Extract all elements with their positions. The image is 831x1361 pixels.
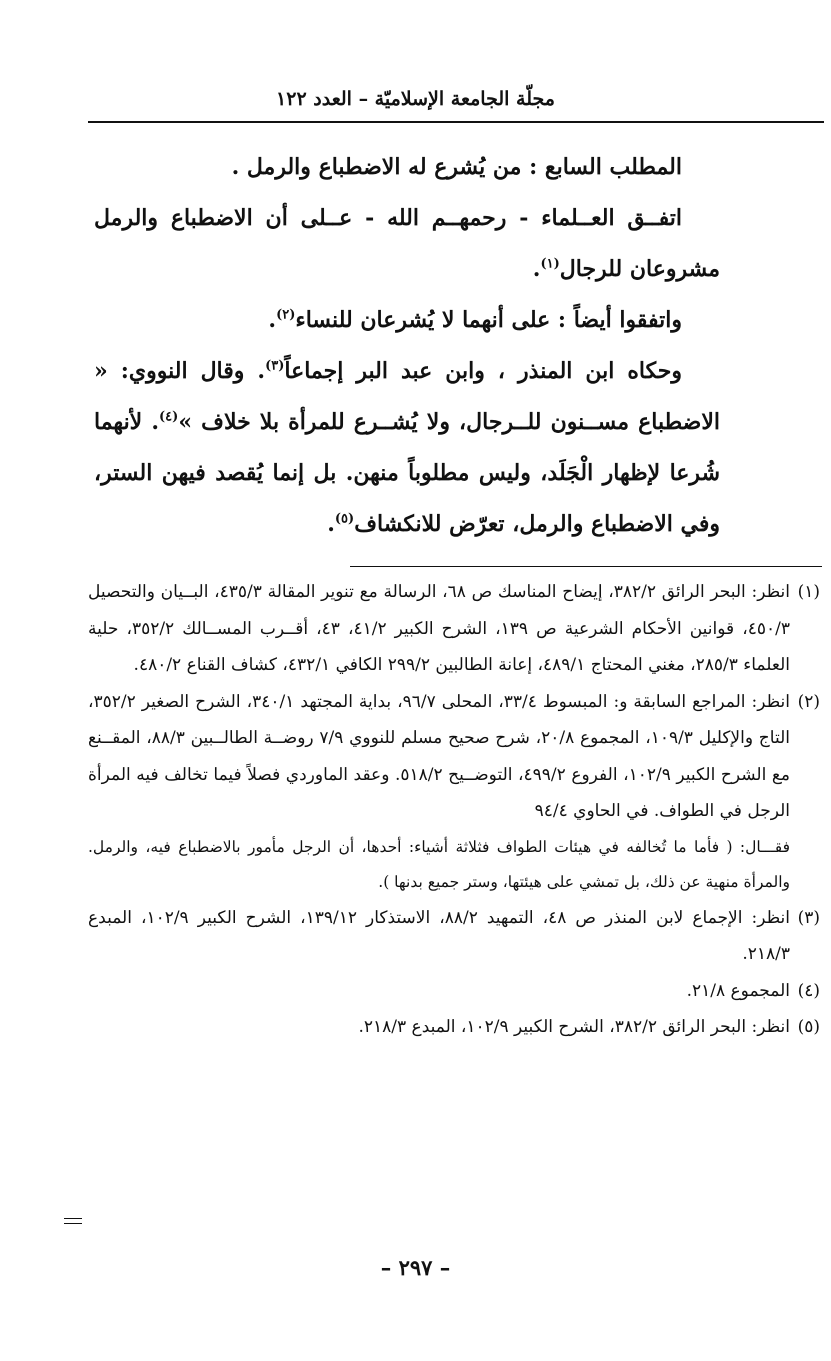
paragraph-3-text-c: . لأنهما شُرعا لإظهار الْجَلَد، وليس مطلوباً منهن. بل إنما يُقصد فيهن الستر، وفي الاضطباع والرمل، تعرّض للانكشاف (94, 409, 720, 537)
footnote-ref-5: (٥) (334, 511, 355, 527)
footnote-2-quote (88, 830, 820, 900)
paragraph-3 (94, 346, 720, 550)
page-number: – ٢٩٧ – (380, 1255, 451, 1280)
paragraph-2-end: . (268, 307, 277, 333)
footnote-number: (٣) (797, 907, 820, 928)
footnote-ref-2: (٢) (276, 307, 296, 323)
section-heading: المطلب السابع : من يُشرع له الاضطباع والرمل . (231, 154, 682, 180)
paragraph-1 (94, 193, 720, 295)
main-text (94, 142, 720, 550)
footnote-3 (88, 900, 820, 973)
margin-mark (64, 1218, 82, 1224)
footnotes (88, 574, 820, 1046)
footnote-5 (88, 1009, 820, 1046)
footnote-number: (١) (797, 582, 820, 602)
footnote-1 (88, 574, 820, 684)
footnote-number: (٥) (797, 1017, 820, 1037)
footnote-text: انظر: المراجع السابقة و: المبسوط ٣٣/٤، المحلى ٩٦/٧، بداية المجتهد ٣٤٠/١، الشرح الصغير ٣٥٢/٢، التاج والإكليل ١٠٩/٣، المجموع ٢٠/٨، شرح صحيح مسلم للنووي ٧/٩ روضــة الطالــبين ٨٨/٣، المقــنع مع الشرح الكبير ١٠٢/٩، الفروع ٤٩٩/٢، التوضــيح ٥١٨/٢. وعقد الماوردي فصلاً فيما تخالف فيه المرأة الرجل في الطواف. في الحاوي ٩٤/٤ (88, 691, 791, 821)
footnote-text: انظر: البحر الرائق ٣٨٢/٢، إيضاح المناسك ص ٦٨، الرسالة مع تنوير المقالة ٤٣٥/٣، البــيان والتحصيل ٤٥٠/٣، قوانين الأحكام الشرعية ص ١٣٩، الشرح الكبير ٤١/٢، ٤٣، أقــرب المســالك ٣٥٢/٢، حلية العلماء ٢٨٥/٣، مغني المحتاج ٤٨٩/١، إعانة الطالبين ٢٩٩/٢ الكافي ٤٣٢/١، كشاف القناع ٤٨٠/٢. (88, 582, 790, 675)
footnote-text: انظر: الإجماع لابن المنذر ص ٤٨، التمهيد ٨٨/٢، الاستذكار ١٣٩/١٢، الشرح الكبير ١٠٢/٩، المبدع ٢١٨/٣. (88, 907, 790, 964)
footnote-separator (350, 566, 822, 567)
paragraph-3-text-b: . وقال النووي: « الاضطباع مســنون للــرجال، ولا يُشــرع للمرأة بلا خلاف » (94, 358, 720, 435)
footnote-text: انظر: البحر الرائق ٣٨٢/٢، الشرح الكبير ١٠٢/٩، المبدع ٢١٨/٣. (358, 1017, 790, 1037)
footnote-ref-3: (٣) (265, 358, 285, 374)
footnote-number: (٢) (797, 691, 820, 712)
paragraph-2-text: واتفقوا أيضاً : على أنهما لا يُشرعان للنساء (295, 307, 682, 333)
running-header: مجلّة الجامعة الإسلاميّة – العدد ١٢٢ (276, 88, 555, 110)
footnote-ref-1: (١) (540, 256, 560, 272)
paragraph-1-end: . (532, 256, 541, 282)
footnote-number: (٤) (797, 980, 820, 1001)
footnote-4 (88, 973, 820, 1010)
footnote-quote-text: فقـــال: ( فأما ما تُخالفه في هيئات الطواف فثلاثة أشياء: أحدها، أن الرجل مأمور بالاضطباع فيه، والرمل. والمرأة منهية عن ذلك، بل تمشي على هيئتها، وستر جميع بدنها ). (88, 837, 790, 891)
paragraph-3-end: . (327, 511, 335, 537)
paragraph-2 (94, 295, 720, 346)
paragraph-1-text: اتفــق العــلماء - رحمهــم الله - عــلى أن الاضطباع والرمل مشروعان للرجال (94, 205, 720, 282)
footnote-ref-4: (٤) (159, 409, 179, 425)
footnote-text: المجموع ٢١/٨. (686, 980, 790, 1001)
footnote-2 (88, 684, 820, 830)
header-rule (88, 121, 824, 123)
paragraph-3-text-a: وحكاه ابن المنذر ، وابن عبد البر إجماعاً (284, 358, 683, 384)
